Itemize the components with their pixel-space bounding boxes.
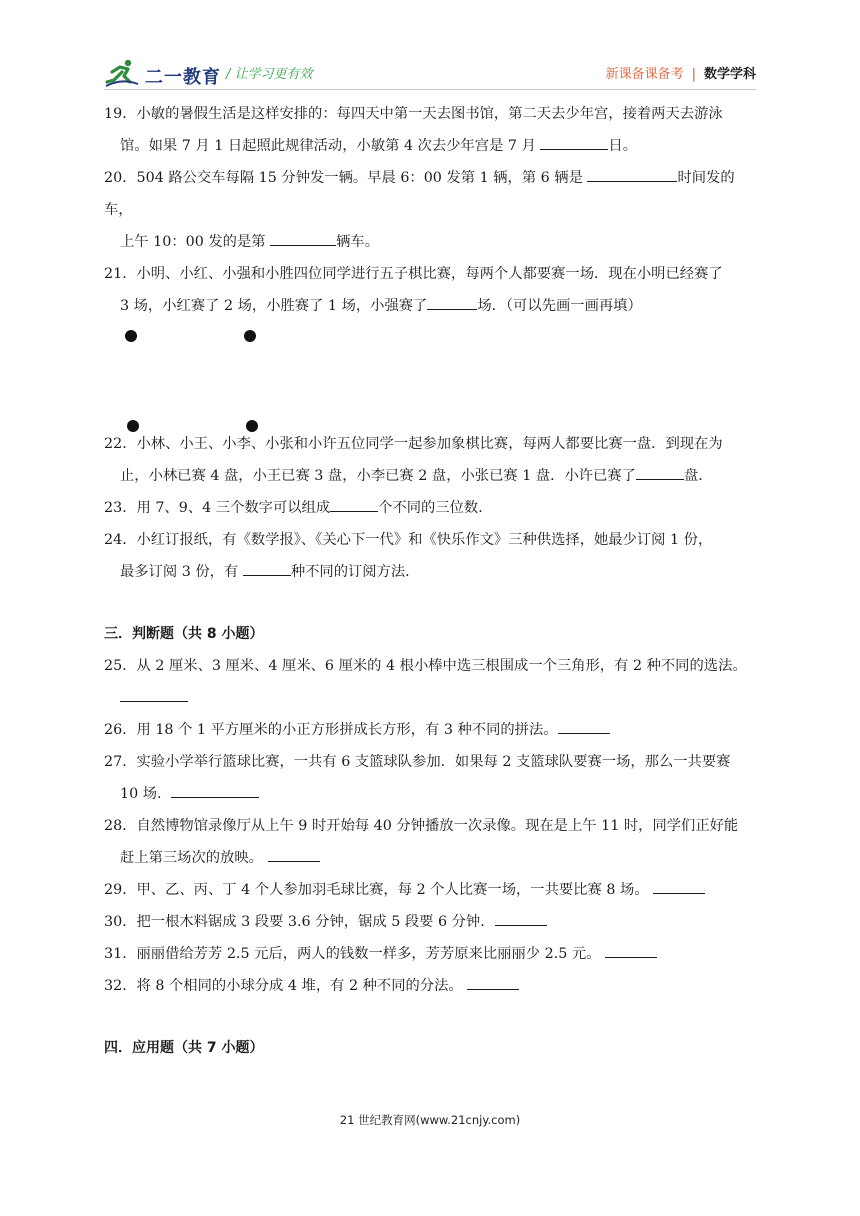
question-text: 从 2 厘米、3 厘米、4 厘米、6 厘米的 4 根小棒中选三根围成一个三角形，有 2 种不同的选法。	[136, 658, 747, 674]
header-tag-left: 新课备课备考	[605, 67, 684, 82]
player-dot	[127, 420, 139, 432]
header-divider	[104, 89, 756, 90]
question-text: 用 18 个 1 平方厘米的小正方形拼成长方形，有 3 种不同的拼法。	[136, 722, 558, 738]
question-text: 最多订阅 3 份，有	[120, 564, 243, 580]
answer-blank[interactable]	[653, 879, 705, 894]
question-text: 甲、乙、丙、丁 4 个人参加羽毛球比赛，每 2 个人比赛一场，一共要比赛 8 场。	[136, 882, 649, 898]
question-19	[104, 98, 760, 162]
question-text: 3 场，小红赛了 2 场，小胜赛了 1 场，小强赛了	[120, 298, 428, 314]
question-22	[104, 428, 760, 492]
question-number: 25．	[104, 658, 137, 674]
question-text: 自然博物馆录像厅从上午 9 时开始每 40 分钟播放一次录像。现在是上午 11 时，同学们正好能	[136, 818, 739, 834]
question-text: 小林、小王、小李、小张和小许五位同学一起参加象棋比赛，每两人都要比赛一盘．到现在为	[136, 436, 723, 452]
question-26	[104, 714, 760, 746]
question-text: 丽丽借给芳芳 2.5 元后，两人的钱数一样多，芳芳原来比丽丽少 2.5 元。	[136, 946, 601, 962]
question-27	[104, 746, 760, 810]
section-heading-application: 四．应用题（共 7 小题）	[104, 1040, 264, 1056]
question-number: 24．	[104, 532, 137, 548]
header-right	[606, 63, 756, 82]
question-text: 日。	[608, 138, 638, 154]
question-number: 32．	[104, 978, 137, 994]
question-number: 26．	[104, 722, 137, 738]
question-number: 30．	[104, 914, 137, 930]
question-20	[104, 162, 760, 258]
question-text: 小红订报纸，有《数学报》、《关心下一代》和《快乐作文》三种供选择，她最少订阅 1 份，	[136, 532, 713, 548]
runner-logo-icon	[104, 58, 140, 88]
player-dot	[246, 420, 258, 432]
question-text: 504 路公交车每隔 15 分钟发一辆。早晨 6：00 发第 1 辆，第 6 辆是	[136, 170, 588, 186]
answer-blank[interactable]	[558, 719, 610, 734]
answer-blank[interactable]	[171, 783, 259, 798]
question-text: 上午 10：00 发的是第	[120, 234, 271, 250]
answer-blank[interactable]	[540, 135, 608, 150]
answer-blank[interactable]	[330, 497, 378, 512]
question-number: 22．	[104, 436, 137, 452]
question-21	[104, 258, 760, 322]
question-29	[104, 874, 760, 906]
page-header	[0, 0, 860, 100]
question-text: 将 8 个相同的小球分成 4 堆，有 2 种不同的分法。	[136, 978, 463, 994]
question-24	[104, 524, 760, 588]
question-number: 19．	[104, 106, 137, 122]
document-body	[104, 98, 760, 1064]
question-number: 31．	[104, 946, 137, 962]
question-text: 用 7、9、4 三个数字可以组成	[136, 500, 331, 516]
answer-blank[interactable]	[243, 561, 291, 576]
answer-blank[interactable]	[268, 847, 320, 862]
slogan: / 让学习更有效	[226, 67, 313, 82]
header-separator: |	[691, 67, 696, 82]
answer-blank[interactable]	[495, 911, 547, 926]
player-dot	[244, 330, 256, 342]
answer-blank[interactable]	[270, 231, 336, 246]
question-number: 21．	[104, 266, 137, 282]
dot-diagram	[104, 322, 760, 418]
question-number: 27．	[104, 754, 137, 770]
question-text: 止，小林已赛 4 盘，小王已赛 3 盘，小李已赛 2 盘，小张已赛 1 盘．小许已赛了	[120, 468, 636, 484]
question-text: 10 场．	[120, 786, 172, 802]
question-23	[104, 492, 760, 524]
question-text: 个不同的三位数．	[378, 500, 493, 516]
question-number: 20．	[104, 170, 137, 186]
answer-blank[interactable]	[636, 465, 684, 480]
page-footer: 21 世纪教育网(www.21cnjy.com)	[339, 1113, 521, 1127]
question-text: 种不同的订阅方法．	[290, 564, 420, 580]
question-text: 盘．	[683, 468, 713, 484]
question-text: 小敏的暑假生活是这样安排的：每四天中第一天去图书馆，第二天去少年宫，接着两天去游泳	[136, 106, 723, 122]
question-31	[104, 938, 760, 970]
player-dot	[125, 330, 137, 342]
question-text: 赶上第三场次的放映。	[120, 850, 263, 866]
question-text: 时间发的车，	[104, 170, 735, 218]
question-text: 场．（可以先画一画再填）	[477, 298, 642, 314]
question-number: 23．	[104, 500, 137, 516]
question-25	[104, 650, 760, 714]
question-text: 小明、小红、小强和小胜四位同学进行五子棋比赛，每两个人都要赛一场．现在小明已经赛了	[136, 266, 723, 282]
answer-blank[interactable]	[467, 975, 519, 990]
question-number: 28．	[104, 818, 137, 834]
section-heading-judgement: 三．判断题（共 8 小题）	[104, 626, 264, 642]
answer-blank[interactable]	[120, 687, 188, 702]
question-text: 馆。如果 7 月 1 日起照此规律活动，小敏第 4 次去少年宫是 7 月	[120, 138, 541, 154]
answer-blank[interactable]	[605, 943, 657, 958]
header-tag-right: 数学学科	[703, 67, 756, 82]
question-number: 29．	[104, 882, 137, 898]
question-32	[104, 970, 760, 1002]
question-30	[104, 906, 760, 938]
logo-text: 二一教育	[145, 67, 221, 88]
answer-blank[interactable]	[427, 295, 477, 310]
question-28	[104, 810, 760, 874]
question-text: 辆车。	[336, 234, 379, 250]
answer-blank[interactable]	[587, 167, 677, 182]
question-text: 实验小学举行篮球比赛，一共有 6 支篮球队参加．如果每 2 支篮球队要赛一场，那么一共要赛	[136, 754, 731, 770]
question-text: 把一根木料锯成 3 段要 3.6 分钟，锯成 5 段要 6 分钟．	[136, 914, 495, 930]
